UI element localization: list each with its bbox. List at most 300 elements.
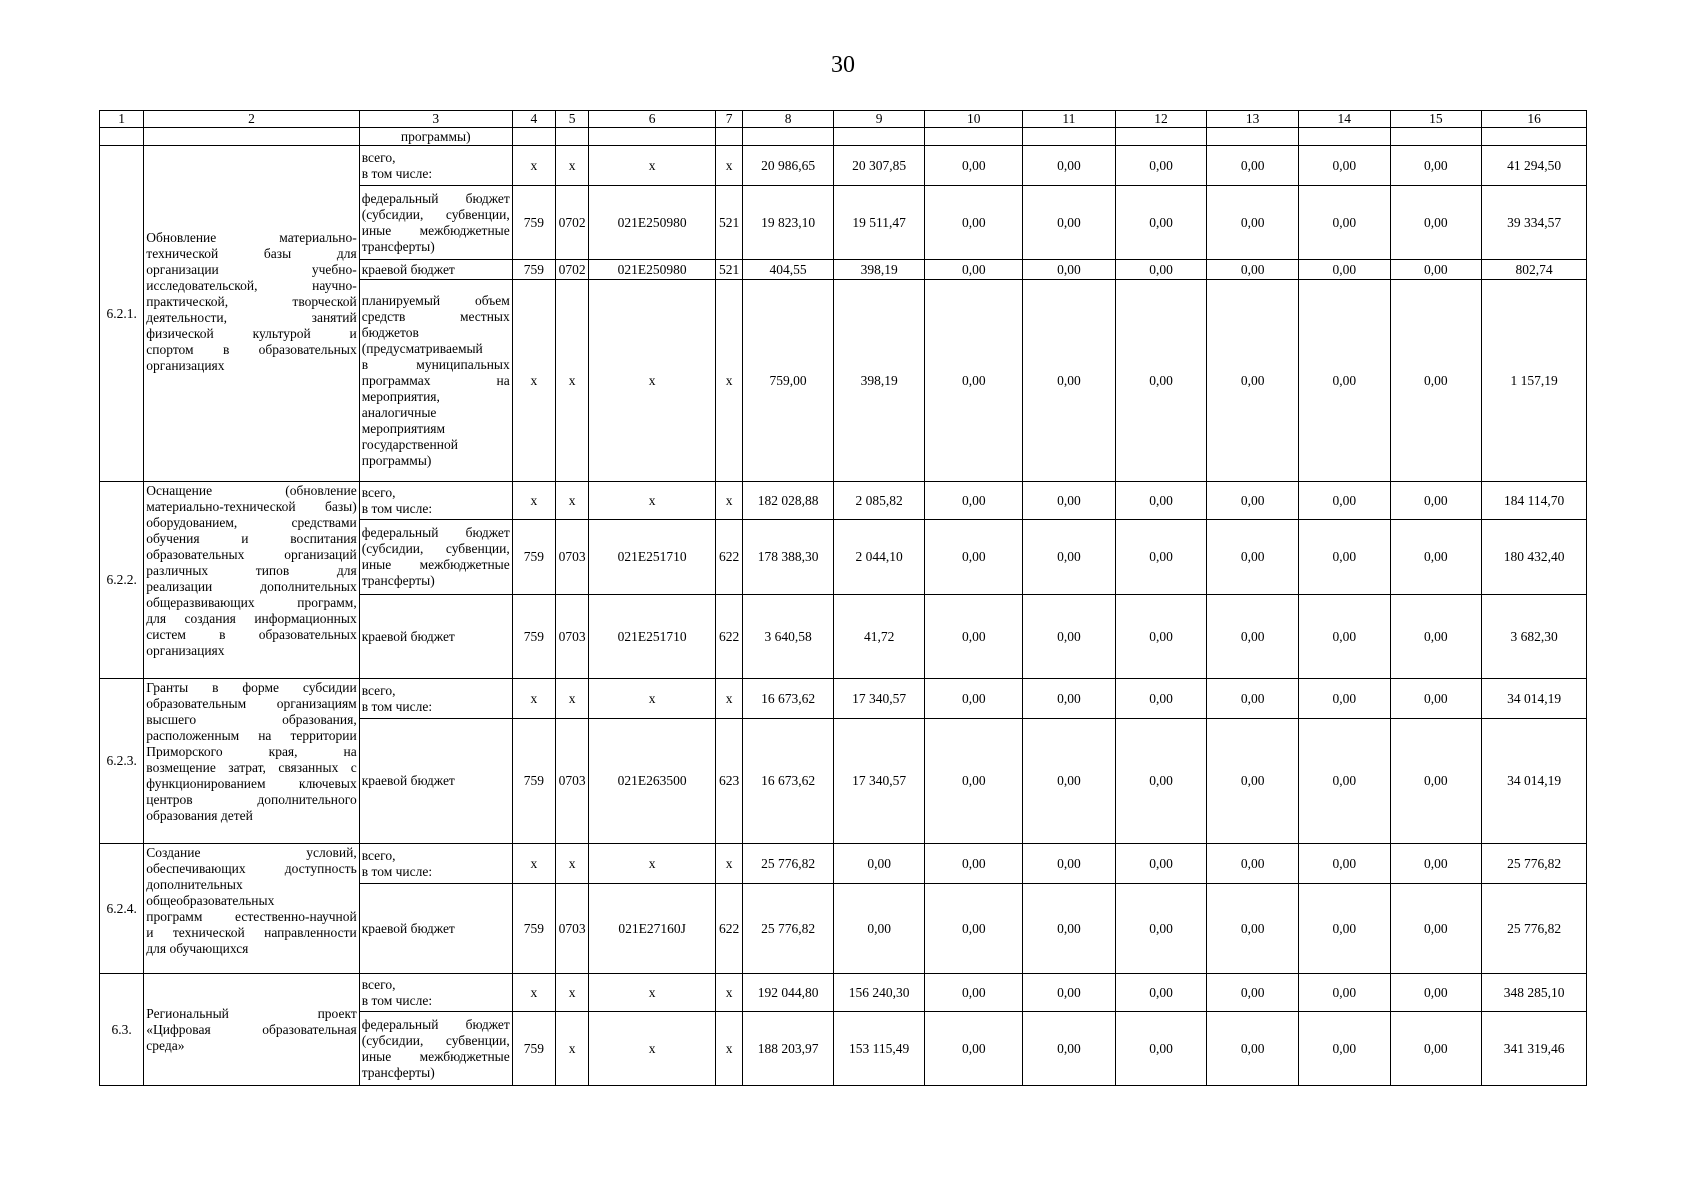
- value-cell-c13: 0,00: [1207, 482, 1299, 520]
- table-row: [100, 482, 1587, 520]
- value-cell-c7: x: [716, 1012, 743, 1086]
- text-line: (предусматриваемый: [361, 340, 483, 356]
- source-cell: [359, 844, 512, 884]
- text-line: Приморского края, на: [146, 744, 357, 759]
- value-cell-c7: x: [716, 844, 743, 884]
- value-cell-c4: 759: [512, 884, 555, 974]
- source-cell: [359, 520, 512, 595]
- value-cell-c15: 0,00: [1390, 1012, 1482, 1086]
- text-line: оборудованием, средствами: [146, 515, 357, 530]
- text-line: краевой бюджет: [361, 261, 455, 277]
- value-cell-c13: 0,00: [1207, 884, 1299, 974]
- value-cell-c15: 0,00: [1390, 884, 1482, 974]
- value-cell-c13: 0,00: [1207, 1012, 1299, 1086]
- table-cell: [1390, 128, 1482, 146]
- section-number: 6.2.3.: [100, 679, 144, 844]
- source-cell: [359, 146, 512, 186]
- value-cell-c12: 0,00: [1115, 1012, 1207, 1086]
- value-cell-c14: 0,00: [1298, 595, 1390, 679]
- column-header: 2: [144, 111, 359, 128]
- value-cell-c16: 1 157,19: [1482, 280, 1587, 482]
- text-line: всего,: [361, 484, 396, 500]
- value-cell-c6: x: [589, 146, 716, 186]
- column-header: 8: [743, 111, 834, 128]
- value-cell-c9: 398,19: [833, 260, 925, 280]
- value-cell-c11: 0,00: [1023, 844, 1116, 884]
- value-cell-c10: 0,00: [925, 844, 1023, 884]
- value-cell-c9: 17 340,57: [833, 679, 925, 719]
- value-cell-c11: 0,00: [1023, 482, 1116, 520]
- value-cell-c8: 25 776,82: [743, 844, 834, 884]
- column-header: 16: [1482, 111, 1587, 128]
- value-cell-c4: x: [512, 482, 555, 520]
- source-cell: [359, 595, 512, 679]
- value-cell-c15: 0,00: [1390, 260, 1482, 280]
- value-cell-c11: 0,00: [1023, 186, 1116, 260]
- text-line: программы): [361, 452, 432, 468]
- value-cell-c16: 25 776,82: [1482, 884, 1587, 974]
- value-cell-c9: 19 511,47: [833, 186, 925, 260]
- value-cell-c15: 0,00: [1390, 844, 1482, 884]
- value-cell-c14: 0,00: [1298, 844, 1390, 884]
- value-cell-c7: 623: [716, 719, 743, 844]
- value-cell-c12: 0,00: [1115, 974, 1207, 1012]
- text-line: среда»: [146, 1038, 185, 1053]
- text-line: средств местных: [361, 308, 510, 324]
- value-cell-c11: 0,00: [1023, 719, 1116, 844]
- source-cell: [359, 974, 512, 1012]
- section-title: [144, 146, 359, 482]
- column-header: 11: [1023, 111, 1116, 128]
- table-cell: [1482, 128, 1587, 146]
- value-cell-c16: 180 432,40: [1482, 520, 1587, 595]
- text-line: бюджетов: [361, 324, 419, 340]
- column-header-row: [100, 111, 1587, 128]
- table-cell: [100, 128, 144, 146]
- text-line: функционированием ключевых: [146, 776, 357, 791]
- source-cell: [359, 260, 512, 280]
- text-line: Гранты в форме субсидии: [146, 680, 357, 695]
- column-header: 5: [556, 111, 589, 128]
- text-line: обучения и воспитания: [146, 531, 357, 546]
- table-cell: [1023, 128, 1116, 146]
- value-cell-c16: 41 294,50: [1482, 146, 1587, 186]
- value-cell-c6: x: [589, 679, 716, 719]
- value-cell-c10: 0,00: [925, 595, 1023, 679]
- value-cell-c11: 0,00: [1023, 280, 1116, 482]
- text-line: Обновление материально-: [146, 230, 357, 245]
- text-line: краевой бюджет: [361, 773, 455, 788]
- value-cell-c11: 0,00: [1023, 974, 1116, 1012]
- value-cell-c9: 398,19: [833, 280, 925, 482]
- section-number: 6.3.: [100, 974, 144, 1086]
- text-line: систем в образовательных: [146, 627, 357, 642]
- value-cell-c12: 0,00: [1115, 146, 1207, 186]
- value-cell-c12: 0,00: [1115, 520, 1207, 595]
- column-header: 15: [1390, 111, 1482, 128]
- value-cell-c14: 0,00: [1298, 280, 1390, 482]
- value-cell-c5: 0703: [556, 520, 589, 595]
- value-cell-c15: 0,00: [1390, 186, 1482, 260]
- text-line: расположенным на территории: [146, 728, 357, 743]
- value-cell-c4: x: [512, 844, 555, 884]
- value-cell-c4: 759: [512, 595, 555, 679]
- section-title: [144, 844, 359, 974]
- value-cell-c9: 153 115,49: [833, 1012, 925, 1086]
- value-cell-c8: 3 640,58: [743, 595, 834, 679]
- value-cell-c9: 156 240,30: [833, 974, 925, 1012]
- table-cell: [1298, 128, 1390, 146]
- value-cell-c7: 521: [716, 186, 743, 260]
- value-cell-c8: 182 028,88: [743, 482, 834, 520]
- value-cell-c16: 802,74: [1482, 260, 1587, 280]
- source-cell: [359, 280, 512, 482]
- value-cell-c12: 0,00: [1115, 719, 1207, 844]
- value-cell-c14: 0,00: [1298, 679, 1390, 719]
- table-row: [100, 844, 1587, 884]
- text-line: государственной: [361, 436, 458, 452]
- text-line: Создание условий,: [146, 845, 357, 860]
- value-cell-c14: 0,00: [1298, 482, 1390, 520]
- value-cell-c14: 0,00: [1298, 1012, 1390, 1086]
- value-cell-c11: 0,00: [1023, 1012, 1116, 1086]
- value-cell-c5: 0703: [556, 595, 589, 679]
- text-line: Оснащение (обновление: [146, 483, 357, 498]
- value-cell-c14: 0,00: [1298, 520, 1390, 595]
- section-number: 6.2.1.: [100, 146, 144, 482]
- section-number: 6.2.2.: [100, 482, 144, 679]
- table-cell: [925, 128, 1023, 146]
- text-line: (субсидии, субвенции,: [361, 1032, 510, 1048]
- source-cell: [359, 719, 512, 844]
- value-cell-c6: x: [589, 482, 716, 520]
- value-cell-c14: 0,00: [1298, 719, 1390, 844]
- value-cell-c12: 0,00: [1115, 844, 1207, 884]
- value-cell-c12: 0,00: [1115, 595, 1207, 679]
- value-cell-c15: 0,00: [1390, 146, 1482, 186]
- value-cell-c11: 0,00: [1023, 260, 1116, 280]
- value-cell-c13: 0,00: [1207, 844, 1299, 884]
- value-cell-c12: 0,00: [1115, 260, 1207, 280]
- value-cell-c8: 178 388,30: [743, 520, 834, 595]
- text-line: в том числе:: [361, 863, 433, 879]
- table-cell: [743, 128, 834, 146]
- value-cell-c15: 0,00: [1390, 595, 1482, 679]
- value-cell-c7: x: [716, 146, 743, 186]
- value-cell-c6: x: [589, 844, 716, 884]
- value-cell-c14: 0,00: [1298, 260, 1390, 280]
- text-line: для создания информационных: [146, 611, 357, 626]
- value-cell-c5: x: [556, 679, 589, 719]
- value-cell-c13: 0,00: [1207, 520, 1299, 595]
- value-cell-c8: 19 823,10: [743, 186, 834, 260]
- value-cell-c6: 021E251710: [589, 595, 716, 679]
- value-cell-c15: 0,00: [1390, 280, 1482, 482]
- table-cell: [144, 128, 359, 146]
- value-cell-c10: 0,00: [925, 974, 1023, 1012]
- text-line: в том числе:: [361, 500, 433, 516]
- value-cell-c10: 0,00: [925, 884, 1023, 974]
- value-cell-c5: 0702: [556, 186, 589, 260]
- value-cell-c9: 2 085,82: [833, 482, 925, 520]
- text-line: общеразвивающих программ,: [146, 595, 357, 610]
- value-cell-c12: 0,00: [1115, 482, 1207, 520]
- value-cell-c11: 0,00: [1023, 679, 1116, 719]
- value-cell-c8: 16 673,62: [743, 679, 834, 719]
- value-cell-c6: x: [589, 974, 716, 1012]
- text-line: в том числе:: [361, 165, 433, 181]
- text-line: исследовательской, научно-: [146, 278, 357, 293]
- value-cell-c12: 0,00: [1115, 186, 1207, 260]
- value-cell-c8: 192 044,80: [743, 974, 834, 1012]
- value-cell-c15: 0,00: [1390, 520, 1482, 595]
- text-line: мероприятиям: [361, 420, 446, 436]
- text-line: Региональный проект: [146, 1006, 357, 1021]
- source-cell: [359, 482, 512, 520]
- table-row: [100, 974, 1587, 1012]
- text-line: иные межбюджетные: [361, 1048, 510, 1064]
- value-cell-c16: 25 776,82: [1482, 844, 1587, 884]
- text-line: в муниципальных: [361, 356, 510, 372]
- value-cell-c7: 622: [716, 595, 743, 679]
- text-line: деятельности, занятий: [146, 310, 357, 325]
- value-cell-c5: 0703: [556, 719, 589, 844]
- value-cell-c15: 0,00: [1390, 719, 1482, 844]
- text-line: программах на: [361, 372, 510, 388]
- text-line: возмещение затрат, связанных с: [146, 760, 357, 775]
- value-cell-c4: 759: [512, 1012, 555, 1086]
- value-cell-c5: 0703: [556, 884, 589, 974]
- source-cell: [359, 1012, 512, 1086]
- text-line: трансферты): [361, 238, 435, 254]
- source-cell: [359, 186, 512, 260]
- value-cell-c12: 0,00: [1115, 679, 1207, 719]
- column-header: 4: [512, 111, 555, 128]
- value-cell-c16: 184 114,70: [1482, 482, 1587, 520]
- value-cell-c5: x: [556, 482, 589, 520]
- value-cell-c6: 021E250980: [589, 186, 716, 260]
- value-cell-c7: x: [716, 679, 743, 719]
- column-header: 1: [100, 111, 144, 128]
- value-cell-c15: 0,00: [1390, 974, 1482, 1012]
- text-line: всего,: [361, 847, 396, 863]
- value-cell-c13: 0,00: [1207, 280, 1299, 482]
- value-cell-c10: 0,00: [925, 280, 1023, 482]
- value-cell-c13: 0,00: [1207, 595, 1299, 679]
- value-cell-c5: 0702: [556, 260, 589, 280]
- value-cell-c16: 3 682,30: [1482, 595, 1587, 679]
- value-cell-c16: 34 014,19: [1482, 719, 1587, 844]
- text-line: центров дополнительного: [146, 792, 357, 807]
- value-cell-c9: 41,72: [833, 595, 925, 679]
- value-cell-c8: 404,55: [743, 260, 834, 280]
- table-cell: [833, 128, 925, 146]
- value-cell-c8: 188 203,97: [743, 1012, 834, 1086]
- text-line: аналогичные: [361, 404, 437, 420]
- value-cell-c7: x: [716, 482, 743, 520]
- text-line: обеспечивающих доступность: [146, 861, 357, 876]
- value-cell-c4: x: [512, 146, 555, 186]
- value-cell-c16: 348 285,10: [1482, 974, 1587, 1012]
- value-cell-c4: 759: [512, 186, 555, 260]
- text-line: организациях: [146, 643, 225, 658]
- text-line: краевой бюджет: [361, 628, 455, 644]
- column-header: 12: [1115, 111, 1207, 128]
- value-cell-c7: 622: [716, 520, 743, 595]
- value-cell-c10: 0,00: [925, 520, 1023, 595]
- value-cell-c4: x: [512, 280, 555, 482]
- text-line: (субсидии, субвенции,: [361, 541, 510, 556]
- value-cell-c9: 0,00: [833, 844, 925, 884]
- value-cell-c13: 0,00: [1207, 719, 1299, 844]
- text-line: для обучающихся: [146, 941, 249, 956]
- table-row: [100, 679, 1587, 719]
- value-cell-c13: 0,00: [1207, 260, 1299, 280]
- table-body: [100, 111, 1587, 1086]
- value-cell-c15: 0,00: [1390, 679, 1482, 719]
- text-line: организациях: [146, 358, 225, 373]
- value-cell-c6: 021E263500: [589, 719, 716, 844]
- section-title: [144, 974, 359, 1086]
- value-cell-c5: x: [556, 974, 589, 1012]
- text-line: различных типов для: [146, 563, 357, 578]
- value-cell-c14: 0,00: [1298, 974, 1390, 1012]
- value-cell-c5: x: [556, 146, 589, 186]
- value-cell-c8: 759,00: [743, 280, 834, 482]
- column-header: 13: [1207, 111, 1299, 128]
- value-cell-c8: 20 986,65: [743, 146, 834, 186]
- text-line: мероприятия,: [361, 388, 440, 404]
- value-cell-c14: 0,00: [1298, 884, 1390, 974]
- text-line: (субсидии, субвенции,: [361, 206, 510, 222]
- value-cell-c13: 0,00: [1207, 679, 1299, 719]
- value-cell-c4: 759: [512, 260, 555, 280]
- value-cell-c6: 021E27160J: [589, 884, 716, 974]
- value-cell-c16: 341 319,46: [1482, 1012, 1587, 1086]
- value-cell-c10: 0,00: [925, 482, 1023, 520]
- text-line: всего,: [361, 149, 396, 165]
- text-line: всего,: [361, 976, 396, 992]
- text-line: реализации дополнительных: [146, 579, 357, 594]
- value-cell-c8: 16 673,62: [743, 719, 834, 844]
- value-cell-c7: x: [716, 974, 743, 1012]
- value-cell-c14: 0,00: [1298, 186, 1390, 260]
- value-cell-c11: 0,00: [1023, 595, 1116, 679]
- value-cell-c16: 34 014,19: [1482, 679, 1587, 719]
- text-line: технической базы для: [146, 246, 357, 261]
- column-header: 6: [589, 111, 716, 128]
- text-line: и технической направленности: [146, 925, 357, 940]
- page-number: 30: [831, 52, 855, 78]
- value-cell-c10: 0,00: [925, 719, 1023, 844]
- value-cell-c12: 0,00: [1115, 280, 1207, 482]
- text-line: трансферты): [361, 573, 435, 588]
- text-line: дополнительных: [146, 877, 243, 892]
- value-cell-c6: x: [589, 280, 716, 482]
- source-cell: программы): [359, 128, 512, 146]
- value-cell-c8: 25 776,82: [743, 884, 834, 974]
- text-line: общеобразовательных: [146, 893, 275, 908]
- text-line: физической культурой и: [146, 326, 357, 341]
- text-line: организации учебно-: [146, 262, 357, 277]
- value-cell-c11: 0,00: [1023, 146, 1116, 186]
- text-line: трансферты): [361, 1064, 435, 1080]
- value-cell-c14: 0,00: [1298, 146, 1390, 186]
- text-line: практической, творческой: [146, 294, 357, 309]
- value-cell-c11: 0,00: [1023, 520, 1116, 595]
- value-cell-c6: 021E251710: [589, 520, 716, 595]
- value-cell-c9: 20 307,85: [833, 146, 925, 186]
- value-cell-c9: 17 340,57: [833, 719, 925, 844]
- value-cell-c16: 39 334,57: [1482, 186, 1587, 260]
- value-cell-c13: 0,00: [1207, 146, 1299, 186]
- value-cell-c5: x: [556, 844, 589, 884]
- value-cell-c13: 0,00: [1207, 974, 1299, 1012]
- text-line: программ естественно-научной: [146, 909, 357, 924]
- value-cell-c7: 521: [716, 260, 743, 280]
- column-header: 14: [1298, 111, 1390, 128]
- text-line: планируемый объем: [361, 292, 510, 308]
- text-line: федеральный бюджет: [361, 525, 510, 540]
- text-line: материально-технической базы): [146, 499, 357, 514]
- text-line: в том числе:: [361, 698, 433, 714]
- column-header: 7: [716, 111, 743, 128]
- column-header: 10: [925, 111, 1023, 128]
- column-header: 9: [833, 111, 925, 128]
- value-cell-c10: 0,00: [925, 146, 1023, 186]
- source-cell: [359, 679, 512, 719]
- value-cell-c10: 0,00: [925, 679, 1023, 719]
- value-cell-c4: 759: [512, 719, 555, 844]
- table-cell: [1207, 128, 1299, 146]
- text-line: спортом в образовательных: [146, 342, 357, 357]
- value-cell-c9: 2 044,10: [833, 520, 925, 595]
- table-cell: [512, 128, 555, 146]
- table-cell: [589, 128, 716, 146]
- value-cell-c7: 622: [716, 884, 743, 974]
- value-cell-c6: 021E250980: [589, 260, 716, 280]
- text-line: в том числе:: [361, 992, 433, 1008]
- text-line: образовательных организаций: [146, 547, 357, 562]
- value-cell-c13: 0,00: [1207, 186, 1299, 260]
- value-cell-c10: 0,00: [925, 186, 1023, 260]
- section-title: [144, 482, 359, 679]
- text-line: иные межбюджетные: [361, 222, 510, 238]
- text-line: федеральный бюджет: [361, 190, 510, 206]
- value-cell-c7: x: [716, 280, 743, 482]
- value-cell-c5: x: [556, 1012, 589, 1086]
- table-cell: [556, 128, 589, 146]
- section-number: 6.2.4.: [100, 844, 144, 974]
- value-cell-c10: 0,00: [925, 1012, 1023, 1086]
- text-line: «Цифровая образовательная: [146, 1022, 357, 1037]
- value-cell-c4: 759: [512, 520, 555, 595]
- text-line: федеральный бюджет: [361, 1016, 510, 1032]
- value-cell-c15: 0,00: [1390, 482, 1482, 520]
- value-cell-c5: x: [556, 280, 589, 482]
- value-cell-c10: 0,00: [925, 260, 1023, 280]
- table-cell: [716, 128, 743, 146]
- value-cell-c12: 0,00: [1115, 884, 1207, 974]
- value-cell-c11: 0,00: [1023, 884, 1116, 974]
- value-cell-c4: x: [512, 679, 555, 719]
- section-title: [144, 679, 359, 844]
- value-cell-c6: x: [589, 1012, 716, 1086]
- value-cell-c4: x: [512, 974, 555, 1012]
- text-line: краевой бюджет: [361, 920, 455, 936]
- continuation-row: [100, 128, 1587, 146]
- value-cell-c9: 0,00: [833, 884, 925, 974]
